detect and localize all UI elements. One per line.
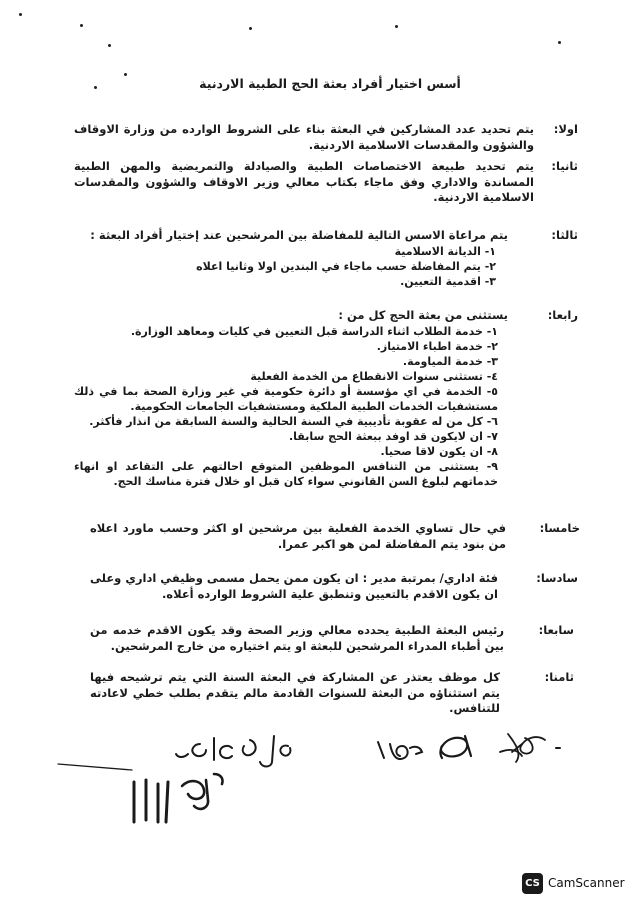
section-text: في حال تساوي الخدمة الفعلية بين مرشحين او اكثر وحسب ماورد اعلاه من بنود يتم المفاضلة لمن هو اكبر عمرا. (90, 521, 506, 551)
camscanner-label: CamScanner (548, 876, 625, 890)
list-item: ٣- اقدمية التعيين. (400, 274, 496, 288)
scan-speck (558, 41, 561, 44)
signature-left (56, 760, 236, 830)
section-fourth (74, 308, 578, 489)
section-text: يتم تحديد عدد المشاركين في البعثة بناء على الشروط الوارده من وزارة الاوقاف والشؤون والمقدسات الاسلامية الاردنية. (74, 122, 534, 152)
list-item: ٤- تستثنى سنوات الانقطاع من الخدمة الفعلية (250, 369, 498, 383)
section-text: فئة اداري/ بمرتبة مدير : ان يكون ممن يحمل مسمى وظيفي اداري وعلى ان يكون الاقدم بالتعيين وتنطبق علية الشروط الوارده أعلاه. (90, 571, 498, 601)
section-intro: يستثنى من بعثة الحج كل من : (338, 308, 508, 322)
section-label: ثامنا: (544, 670, 574, 684)
list-item: ٨- ان يكون لاقا صحيا. (380, 444, 498, 458)
section-seventh (90, 623, 574, 654)
section-text: رئيس البعثة الطبية يحدده معالي وزير الصحة وقد يكون الاقدم خدمه من بين أطباء المدراء المرشحين للبعثة او يتم اختياره من خارج المرشحين. (90, 623, 504, 653)
section-text: يتم تحديد طبيعة الاختصاصات الطبية والصيادلة والتمريضية والمهن الطبية المساندة والاداري وفق ماجاء بكتاب معالي وزير الاوقاف والشؤون والمقدسات الاسلامية الاردنية. (74, 159, 534, 204)
scan-speck (124, 73, 127, 76)
signature-right (370, 722, 570, 772)
section-label: خامسا: (539, 521, 580, 535)
section-sixth (90, 571, 578, 602)
document-title: أسس اختيار أفراد بعثة الحج الطبية الاردنية (199, 76, 461, 91)
list-item: ٧- ان لايكون قد اوفد ببعثة الحج سابقا. (288, 429, 498, 443)
section-fifth (90, 521, 580, 552)
list-item: ٩- يستثنى من التنافس الموظفين المتوقع احالتهم على التقاعد او انهاء خدماتهم لبلوغ السن القانوني سواء كان قبل او خلال فترة مناسك الحج. (74, 459, 498, 488)
list-item: ٢- يتم المفاضلة حسب ماجاء في البندين اولا وثانيا اعلاه (196, 259, 496, 273)
section-third (74, 228, 578, 289)
section-label: سادسا: (536, 571, 578, 585)
section-label: ثانيا: (551, 159, 578, 173)
list-item: ١- خدمة الطلاب اثناء الدراسة قبل التعيين في كليات ومعاهد الوزارة. (130, 324, 498, 338)
scan-speck (94, 86, 97, 89)
list-item: ٦- كل من له عقوبة تأديبية في السنة الحالية والسنة السابقة من انذار فأكثر. (89, 414, 498, 428)
scan-speck (249, 27, 252, 30)
camscanner-logo: CS (522, 873, 543, 894)
section-eighth (90, 670, 574, 717)
scan-speck (395, 25, 398, 28)
section-label: اولا: (553, 122, 578, 136)
list-item: ٢- خدمة اطباء الامتياز. (376, 339, 498, 353)
section-second (74, 159, 578, 206)
section-text: كل موظف يعتذر عن المشاركة في البعثة السنة التي يتم ترشيحه فيها يتم استثناؤه من البعثة للسنوات القادمة مالم يتقدم بطلب خطي لاعادته للتنافس. (90, 670, 500, 715)
scan-speck (80, 24, 83, 27)
list-item: ٥- الخدمة في اي مؤسسة أو دائرة حكومية في غير وزارة الصحة بما في ذلك مستشفيات الخدمات الطبية الملكية ومستشفيات الجامعات الحكومية. (74, 384, 498, 413)
section-first (74, 122, 578, 153)
section-label: ثالثا: (551, 228, 578, 242)
section-intro: يتم مراعاة الاسس التالية للمفاضلة بين المرشحين عند إختيار أفراد البعثة : (90, 228, 508, 242)
list-item: ٣- خدمة المياومة. (402, 354, 498, 368)
scan-speck (19, 13, 22, 16)
list-item: ١- الديانة الاسلامية (394, 244, 496, 258)
scan-speck (108, 44, 111, 47)
section-label: سابعا: (538, 623, 574, 637)
section-label: رابعا: (547, 308, 578, 322)
